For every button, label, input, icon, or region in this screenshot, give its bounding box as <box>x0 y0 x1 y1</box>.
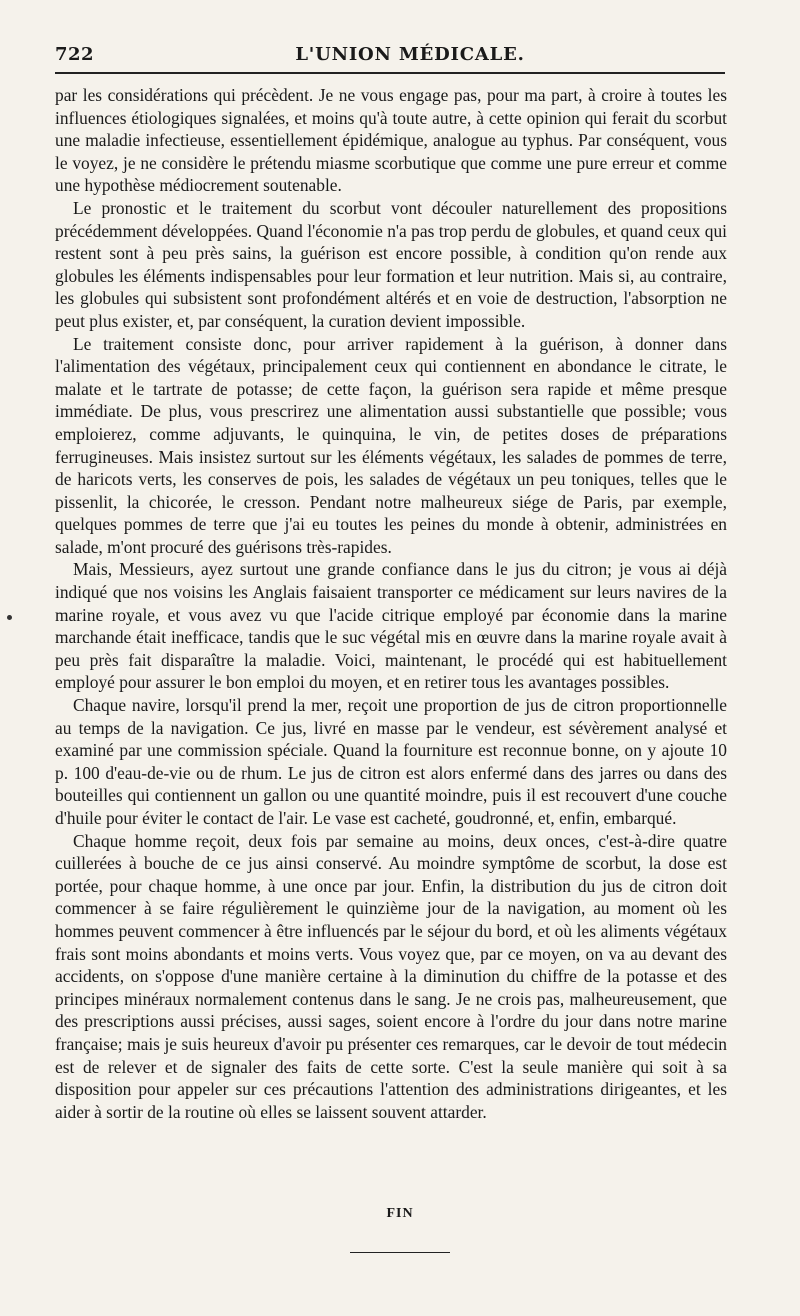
paragraph-2: Le pronostic et le traitement du scorbut vont découler naturellement des propositions précédemment développées. Quand l'économie n'a pas trop perdu de globules, et quand ceux qui restent sont à peu près sains, la guérison est encore possible, à condition qu'on rende aux globules les éléments indispensables pour leur formation et leur nutrition. Mais si, au contraire, les globules qui subsistent sont profondément altérés et en voie de destruction, l'absorption ne peut plus exister, et, par conséquent, la curation devient impossible. <box>55 197 727 331</box>
header-rule <box>55 72 725 74</box>
paragraph-5: Chaque navire, lorsqu'il prend la mer, reçoit une proportion de jus de citron proportionnelle au temps de la navigation. Ce jus, livré en masse par le vendeur, est sévèrement analysé et examiné par une commission spéciale. Quand la fourniture est reconnue bonne, on y ajoute 10 p. 100 d'eau-de-vie ou de rhum. Le jus de citron est alors enfermé dans des jarres ou dans des bouteilles qui contiennent un gallon ou une quantité moindre, puis il est recouvert d'une couche d'huile pour éviter le contact de l'air. Le vase est cacheté, goudronné, et, enfin, embarqué. <box>55 695 727 828</box>
running-head: L'UNION MÉDICALE. <box>295 44 525 65</box>
paragraph-3: Le traitement consiste donc, pour arriver rapidement à la guérison, à donner dans l'alimentation des végétaux, principalement ceux qui contiennent en abondance le citrate, le malate et le tartrate de potasse; de cette façon, la guérison sera rapide et même presque immédiate. De plus, vous prescrirez une alimentation aussi substantielle que possible; vous emploierez, comme adjuvants, le quinquina, le vin, de petites doses de préparations ferrugineuses. Mais insistez surtout sur les éléments végétaux, les salades de pommes de terre, de haricots verts, les conserves de pois, les salades de végétaux un peu toniques, telles que le pissenlit, la chicorée, le cresson. Pendant notre malheureux siége de Paris, par exemple, quelques pommes de terre que j'ai eu toutes les peines du monde à obtenir, administrées en salade, m'ont procuré des guérisons très-rapides. <box>55 333 727 557</box>
end-mark: FIN <box>386 1206 414 1221</box>
closing-rule <box>350 1252 450 1253</box>
paragraph-1: par les considérations qui précèdent. Je ne vous engage pas, pour ma part, à croire à toutes les influences étiologiques signalées, et moins qu'à toute autre, à cette opinion qui ferait du scorbut une maladie infectieuse, essentiellement épidémique, analogue au typhus. Par conséquent, vous le voyez, je ne considère le prétendu miasme scorbutique que comme une pure erreur et comme une hypothèse médiocrement soutenable. <box>55 85 727 196</box>
body-text <box>55 84 727 1123</box>
paragraph-6: Chaque homme reçoit, deux fois par semaine au moins, deux onces, c'est-à-dire quatre cuillerées à bouche de ce jus ainsi conservé. Au moindre symptôme de scorbut, la dose est portée, pour chaque homme, à une once par jour. Enfin, la distribution du jus de citron doit commencer à se faire régulièrement le quinzième jour de la navigation, au moment où les hommes peuvent commencer à être influencés par le séjour du bord, et où les aliments végétaux frais sont moins abondants et moins verts. Vous voyez que, par ce moyen, on va au devant des accidents, on s'oppose d'une manière certaine à la diminution du chiffre de la potasse et des principes minéraux normalement contenus dans le sang. Je ne crois pas, malheureusement, que des prescriptions aussi précises, aussi sages, soient encore à l'ordre du jour dans notre marine française; mais je suis heureux d'avoir pu présenter ces remarques, car le devoir de tout médecin est de relever et de signaler des faits de cette sorte. C'est la seule manière qui soit à sa disposition pour appeler sur ces précautions l'attention des administrations dirigeantes, et les aider à sortir de la routine où elles se laissent souvent attarder. <box>55 830 727 1122</box>
page-number: 722 <box>55 44 95 65</box>
paragraph-4: Mais, Messieurs, ayez surtout une grande confiance dans le jus du citron; je vous ai déjà indiqué que nos voisins les Anglais faisaient transporter ce médicament sur leurs navires de la marine royale, et vous avez vu que l'acide citrique employé par économie dans la marine marchande était inefficace, tandis que le suc végétal mis en œuvre dans la marine royale avait à peu près fait disparaître la maladie. Voici, maintenant, le procédé qui est habituellement employé pour assurer le bon emploi du moyen, et en retirer tous les avantages possibles. <box>55 559 727 693</box>
margin-mark <box>7 615 12 620</box>
page-header <box>55 38 725 70</box>
